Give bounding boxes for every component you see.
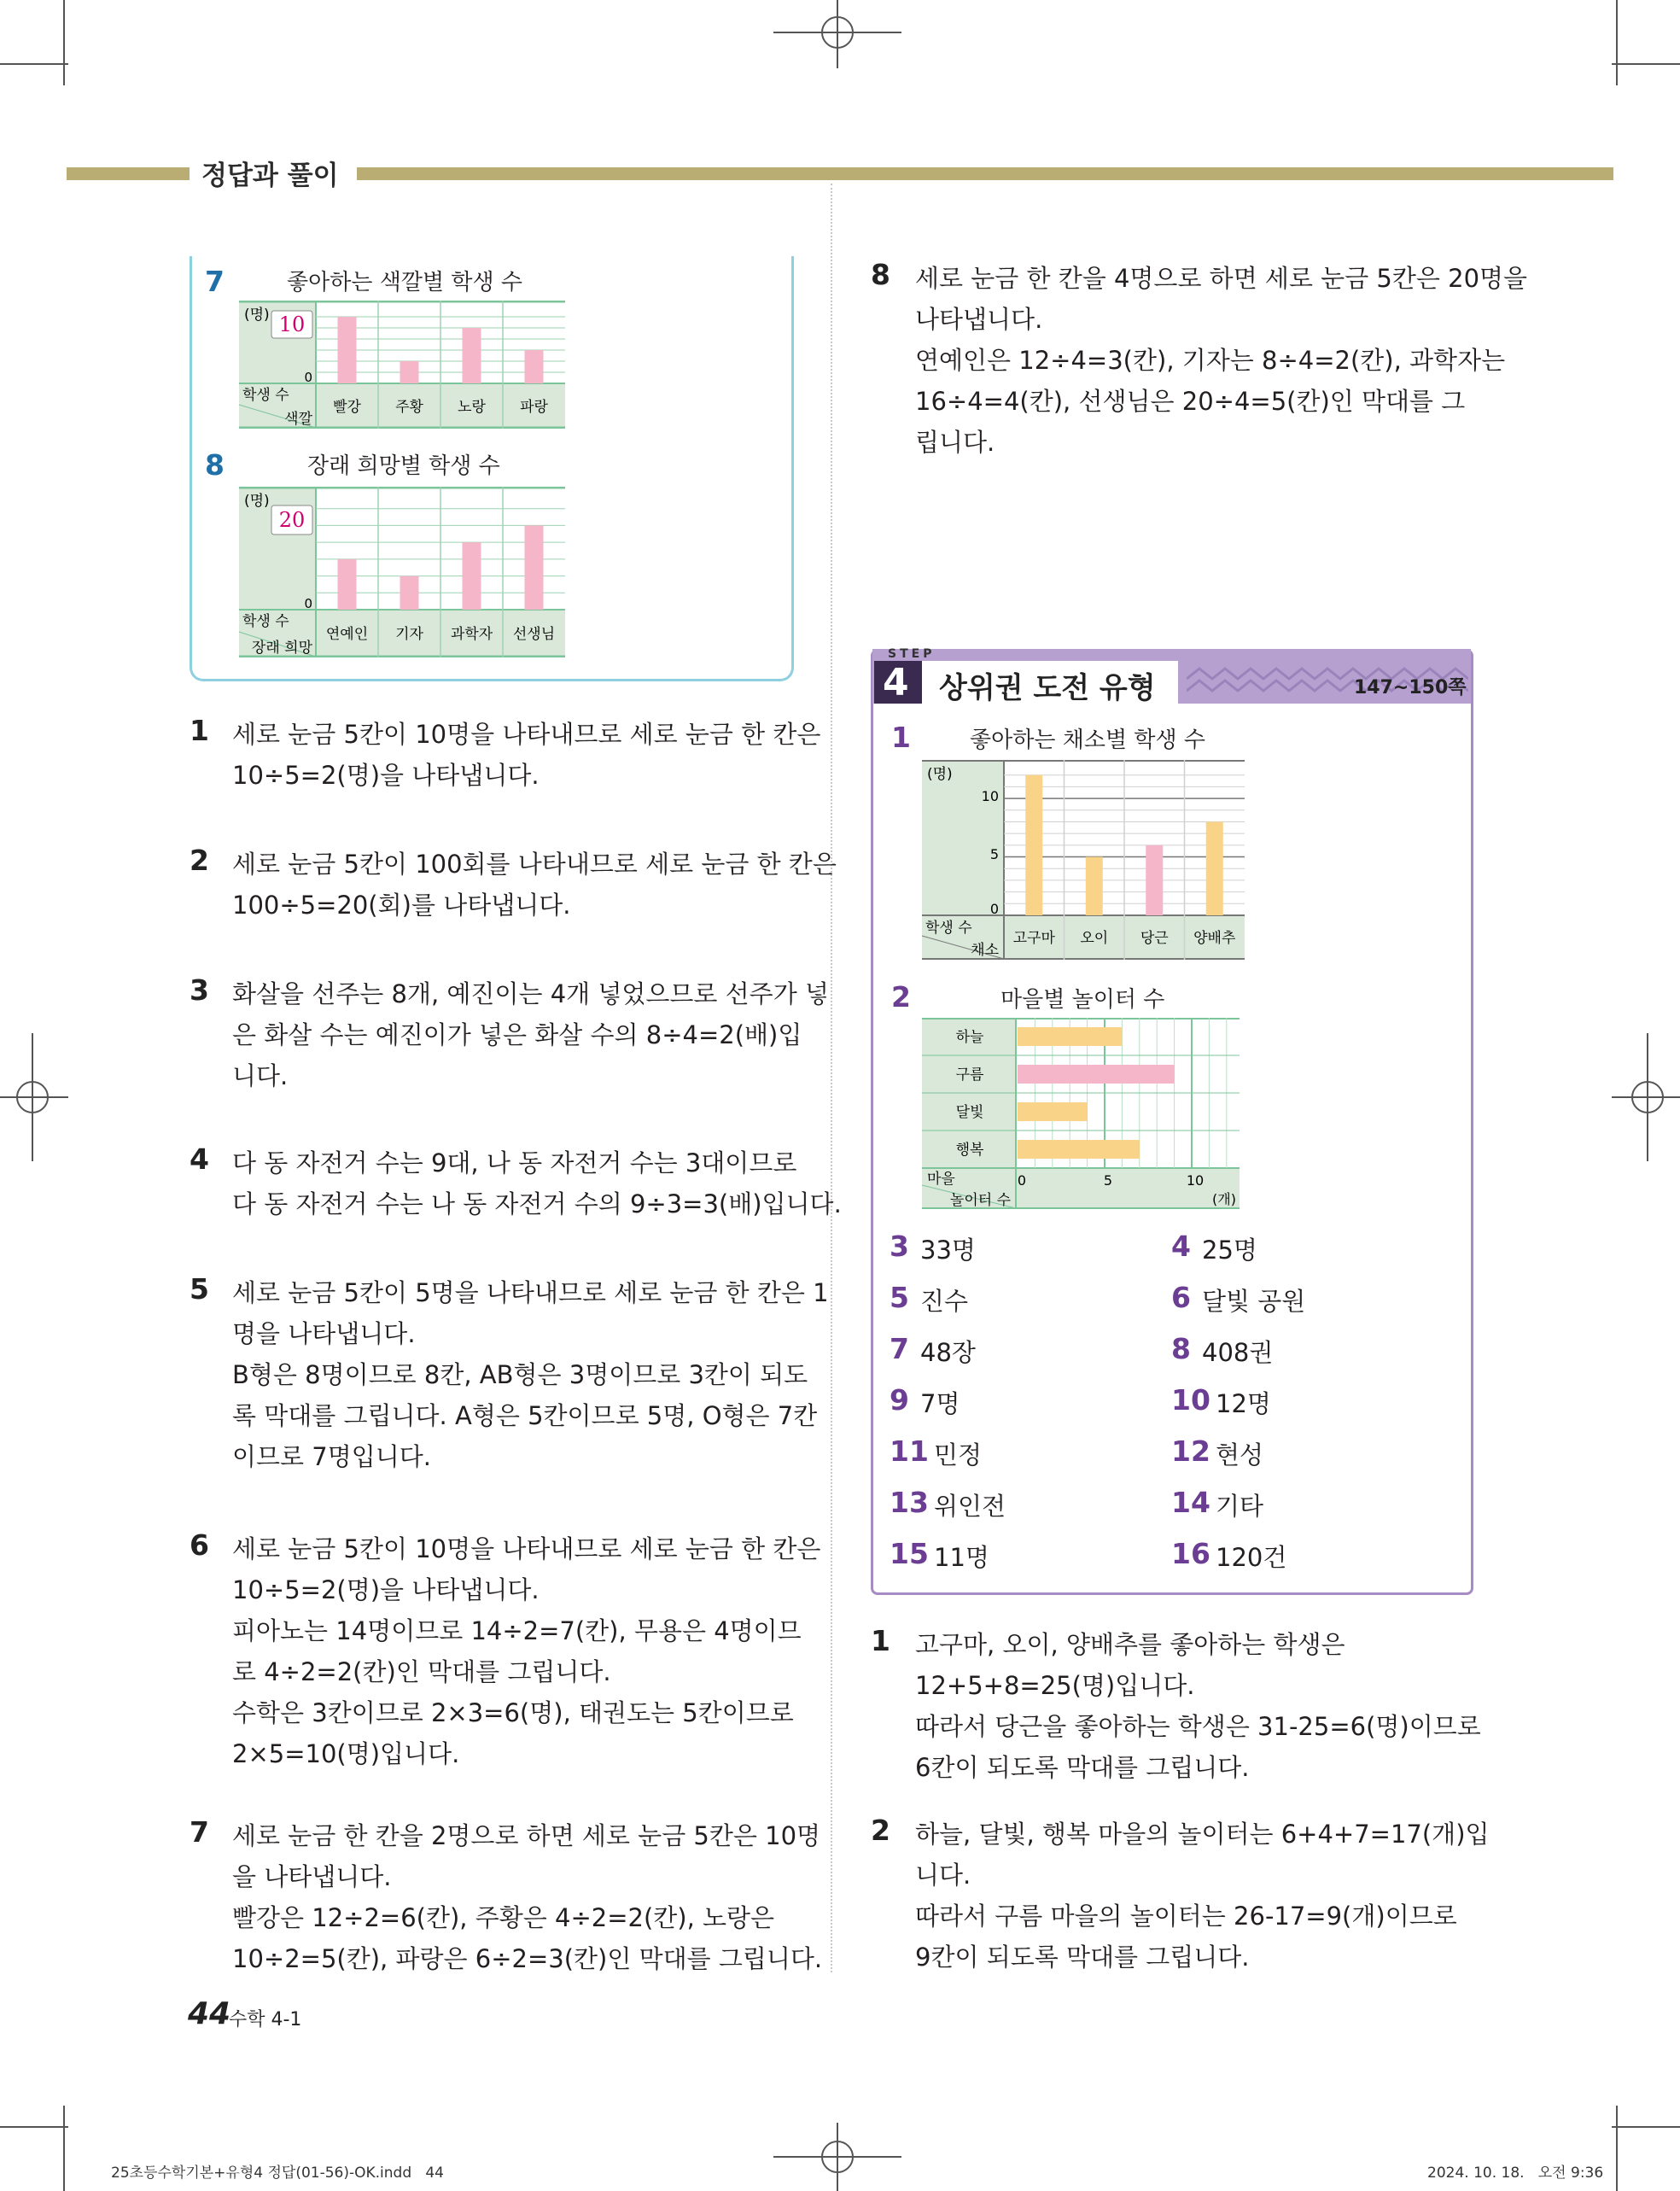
solution-line: 고구마, 오이, 양배추를 좋아하는 학생은 — [915, 1630, 1345, 1659]
registration-mark — [1612, 1033, 1680, 1161]
bar — [1018, 1140, 1140, 1159]
bar — [1146, 845, 1163, 915]
x-tick: 0 — [1017, 1172, 1027, 1189]
category-label: 구름 — [955, 1066, 984, 1084]
answer-value: 현성 — [1216, 1440, 1264, 1469]
zero-tick: 0 — [304, 596, 312, 611]
chart-title: 마을별 놀이터 수 — [1000, 987, 1165, 1013]
scale-answer: 10 — [278, 313, 306, 336]
zero-tick: 0 — [304, 370, 312, 385]
answer-number: 5 — [890, 1281, 909, 1314]
solution-line: 세로 눈금 5칸이 100회를 나타내므로 세로 눈금 한 칸은 — [232, 850, 837, 879]
bar — [1206, 821, 1223, 915]
solution-line: 세로 눈금 5칸이 10명을 나타내므로 세로 눈금 한 칸은 — [232, 720, 821, 749]
chart-number: 8 — [205, 448, 225, 482]
solution-line: 화살을 선주는 8개, 예진이는 4개 넣었으므로 선주가 넣 — [232, 979, 829, 1008]
answer-number: 4 — [1171, 1230, 1191, 1263]
step-title: 상위권 도전 유형 — [939, 671, 1156, 705]
solution-line: 다 동 자전거 수는 나 동 자전거 수의 9÷3=3(배)입니다. — [232, 1189, 842, 1218]
y-tick: 10 — [981, 788, 999, 804]
color-bar-chart — [239, 301, 565, 429]
col-label: 색깔 — [284, 411, 312, 428]
solution-text — [232, 1272, 829, 1477]
crop-mark — [1612, 2126, 1680, 2128]
bar — [1025, 775, 1042, 915]
solution-line: 10÷5=2(명)을 나타냅니다. — [232, 1575, 540, 1604]
problem-number: 8 — [871, 258, 890, 291]
category-label: 빨강 — [333, 399, 361, 416]
problem-number: 1 — [190, 714, 209, 747]
category-label: 주황 — [395, 399, 423, 416]
answer-value: 민정 — [934, 1440, 983, 1469]
crop-mark — [1612, 63, 1680, 65]
answer-value: 25명 — [1202, 1236, 1257, 1265]
problem-number: 7 — [190, 1815, 209, 1849]
vegetable-bar-chart — [922, 760, 1245, 960]
solution-line: 은 화살 수는 예진이가 넣은 화살 수의 8÷4=2(배)입 — [232, 1020, 802, 1049]
career-bar-chart — [239, 487, 565, 657]
solution-line: 10÷5=2(명)을 나타냅니다. — [232, 761, 540, 790]
category-label: 행복 — [955, 1142, 984, 1159]
category-label: 당근 — [1140, 930, 1169, 947]
answer-value: 7명 — [920, 1389, 960, 1418]
bar — [463, 328, 481, 383]
y-tick: 5 — [989, 846, 999, 862]
answer-value: 기타 — [1216, 1492, 1264, 1521]
playground-bar-chart — [922, 1018, 1240, 1209]
solution-line: 명을 나타냅니다. — [232, 1319, 416, 1348]
date-info: 2024. 10. 18. 오전 9:36 — [1427, 2165, 1604, 2182]
answer-value: 408권 — [1202, 1338, 1274, 1367]
category-label: 달빛 — [955, 1104, 984, 1121]
solution-line: 로 4÷2=2(칸)인 막대를 그립니다. — [232, 1657, 611, 1686]
solution-text — [232, 844, 837, 926]
solution-line: 따라서 당근을 좋아하는 학생은 31-25=6(명)이므로 — [915, 1712, 1481, 1741]
answer-value: 진수 — [920, 1287, 969, 1316]
solution-text — [232, 1815, 822, 1979]
solution-line: B형은 8명이므로 8칸, AB형은 3명이므로 3칸이 되도 — [232, 1360, 808, 1389]
solution-text — [232, 714, 820, 796]
answer-number: 11 — [890, 1434, 929, 1468]
row-label: 마을 — [927, 1171, 955, 1188]
solution-line: 6칸이 되도록 막대를 그립니다. — [915, 1753, 1250, 1782]
problem-number: 1 — [871, 1624, 890, 1657]
problem-number: 2 — [190, 844, 209, 877]
answer-value: 48장 — [920, 1338, 976, 1367]
category-label: 선생님 — [512, 626, 556, 643]
bar — [1086, 857, 1103, 915]
solution-line: 세로 눈금 한 칸을 2명으로 하면 세로 눈금 5칸은 10명 — [232, 1821, 821, 1850]
solution-line: 연예인은 12÷4=3(칸), 기자는 8÷4=2(칸), 과학자는 — [915, 346, 1506, 375]
solution-line: 립니다. — [915, 428, 995, 457]
solution-text — [232, 1142, 842, 1224]
answer-number: 13 — [890, 1486, 929, 1519]
crop-mark — [0, 63, 68, 65]
solution-text — [232, 973, 829, 1096]
crop-mark — [63, 2106, 65, 2191]
answer-number: 15 — [890, 1537, 929, 1570]
page-reference: 147~150쪽 — [1354, 677, 1467, 698]
category-label: 하늘 — [955, 1029, 984, 1046]
page-title: 정답과 풀이 — [201, 161, 339, 191]
bar — [1018, 1102, 1088, 1121]
bar — [338, 317, 357, 383]
answer-value: 달빛 공원 — [1202, 1287, 1306, 1316]
row-label: 학생 수 — [242, 387, 289, 404]
problem-number: 4 — [190, 1142, 209, 1176]
bar — [525, 525, 544, 610]
solution-line: 피아노는 14명이므로 14÷2=7(칸), 무용은 4명이므 — [232, 1616, 802, 1645]
bar — [338, 559, 357, 610]
unit-label: (명) — [244, 493, 270, 510]
row-label: 학생 수 — [242, 613, 289, 630]
solution-text — [915, 258, 1527, 463]
col-label: 놀이터 수 — [949, 1192, 1011, 1209]
bar — [525, 350, 544, 383]
subject-label: 수학 4-1 — [229, 2009, 302, 2030]
solution-line: 을 나타냅니다. — [232, 1862, 392, 1891]
col-label: 장래 희망 — [251, 640, 312, 657]
registration-mark — [773, 2123, 901, 2191]
category-label: 오이 — [1080, 930, 1109, 947]
answer-value: 12명 — [1216, 1389, 1271, 1418]
scale-answer: 20 — [278, 508, 306, 532]
bar — [400, 361, 419, 383]
solution-line: 세로 눈금 한 칸을 4명으로 하면 세로 눈금 5칸은 20명을 — [915, 264, 1528, 293]
solution-line: 세로 눈금 5칸이 5명을 나타내므로 세로 눈금 한 칸은 1 — [232, 1278, 829, 1307]
solution-line: 록 막대를 그립니다. A형은 5칸이므로 5명, O형은 7칸 — [232, 1401, 818, 1430]
crop-mark — [1616, 2106, 1618, 2191]
solution-line: 수학은 3칸이므로 2×3=6(명), 태권도는 5칸이므로 — [232, 1698, 794, 1727]
answer-value: 11명 — [934, 1543, 989, 1572]
category-label: 양배추 — [1193, 930, 1236, 947]
category-label: 기자 — [395, 626, 423, 643]
solution-line: 세로 눈금 5칸이 10명을 나타내므로 세로 눈금 한 칸은 — [232, 1534, 821, 1563]
solution-line: 16÷4=4(칸), 선생님은 20÷4=5(칸)인 막대를 그 — [915, 387, 1466, 416]
solution-line: 나타냅니다. — [915, 305, 1043, 334]
answer-number: 12 — [1171, 1434, 1210, 1468]
x-tick: 5 — [1103, 1172, 1113, 1189]
answer-number: 7 — [890, 1332, 909, 1365]
unit-label: (개) — [1212, 1191, 1236, 1207]
answer-number: 8 — [1171, 1332, 1191, 1365]
col-label: 채소 — [971, 942, 999, 959]
solution-text — [915, 1624, 1481, 1788]
solution-line: 12+5+8=25(명)입니다. — [915, 1671, 1195, 1700]
header-bar-left — [67, 167, 190, 180]
chart-number: 7 — [205, 265, 225, 298]
bar — [1018, 1027, 1122, 1046]
solution-line: 니다. — [232, 1061, 289, 1090]
solution-line: 하늘, 달빛, 행복 마을의 놀이터는 6+4+7=17(개)입 — [915, 1820, 1490, 1849]
file-info: 25초등수학기본+유형4 정답(01-56)-OK.indd 44 — [111, 2165, 444, 2182]
solution-line: 9칸이 되도록 막대를 그립니다. — [915, 1943, 1250, 1972]
page-number: 44 — [188, 1996, 231, 2031]
solution-line: 100÷5=20(회)를 나타냅니다. — [232, 891, 571, 920]
category-label: 연예인 — [325, 626, 369, 643]
answer-value: 33명 — [920, 1236, 976, 1265]
answer-number: 9 — [890, 1383, 909, 1417]
answer-number: 10 — [1171, 1383, 1210, 1417]
unit-label: (명) — [244, 307, 270, 324]
problem-number: 2 — [871, 1814, 890, 1847]
problem-number: 5 — [190, 1272, 209, 1306]
category-label: 파랑 — [520, 399, 548, 416]
solution-line: 다 동 자전거 수는 9대, 나 동 자전거 수는 3대이므로 — [232, 1148, 797, 1177]
solution-line: 따라서 구름 마을의 놀이터는 26-17=9(개)이므로 — [915, 1902, 1457, 1931]
row-label: 학생 수 — [925, 920, 972, 937]
step-number: 4 — [883, 661, 909, 704]
y-tick: 0 — [989, 901, 999, 917]
solution-line: 이므로 7명입니다. — [232, 1442, 431, 1471]
unit-label: (명) — [927, 766, 953, 783]
bar — [1018, 1065, 1175, 1084]
chart-number: 2 — [891, 980, 911, 1014]
answer-value: 120건 — [1216, 1543, 1287, 1572]
category-label: 과학자 — [450, 626, 493, 643]
bar — [463, 542, 481, 610]
answer-value: 위인전 — [934, 1492, 1006, 1521]
x-tick: 10 — [1186, 1172, 1205, 1189]
step-label: STEP — [888, 647, 936, 661]
problem-number: 3 — [190, 973, 209, 1007]
column-divider — [831, 184, 832, 1972]
solution-text — [232, 1528, 820, 1774]
answer-number: 6 — [1171, 1281, 1191, 1314]
bar — [400, 576, 419, 610]
chart-title: 좋아하는 채소별 학생 수 — [970, 727, 1205, 753]
solution-line: 2×5=10(명)입니다. — [232, 1739, 460, 1768]
category-label: 노랑 — [458, 399, 486, 416]
crop-mark — [0, 2126, 68, 2128]
answer-number: 14 — [1171, 1486, 1210, 1519]
solution-line: 니다. — [915, 1861, 971, 1890]
category-label: 고구마 — [1012, 930, 1055, 947]
chart-title: 좋아하는 색깔별 학생 수 — [287, 270, 522, 295]
registration-mark — [773, 0, 901, 68]
chart-number: 1 — [891, 721, 911, 754]
solution-line: 빨강은 12÷2=6(칸), 주황은 4÷2=2(칸), 노랑은 — [232, 1903, 775, 1932]
solution-line: 10÷2=5(칸), 파랑은 6÷2=3(칸)인 막대를 그립니다. — [232, 1944, 823, 1973]
chart-title: 장래 희망별 학생 수 — [307, 453, 500, 479]
answer-number: 3 — [890, 1230, 909, 1263]
problem-number: 6 — [190, 1528, 209, 1562]
crop-mark — [63, 0, 65, 85]
crop-mark — [1616, 0, 1618, 85]
answer-number: 16 — [1171, 1537, 1210, 1570]
registration-mark — [0, 1033, 68, 1161]
solution-text — [915, 1814, 1490, 1978]
header-bar-right — [357, 167, 1613, 180]
